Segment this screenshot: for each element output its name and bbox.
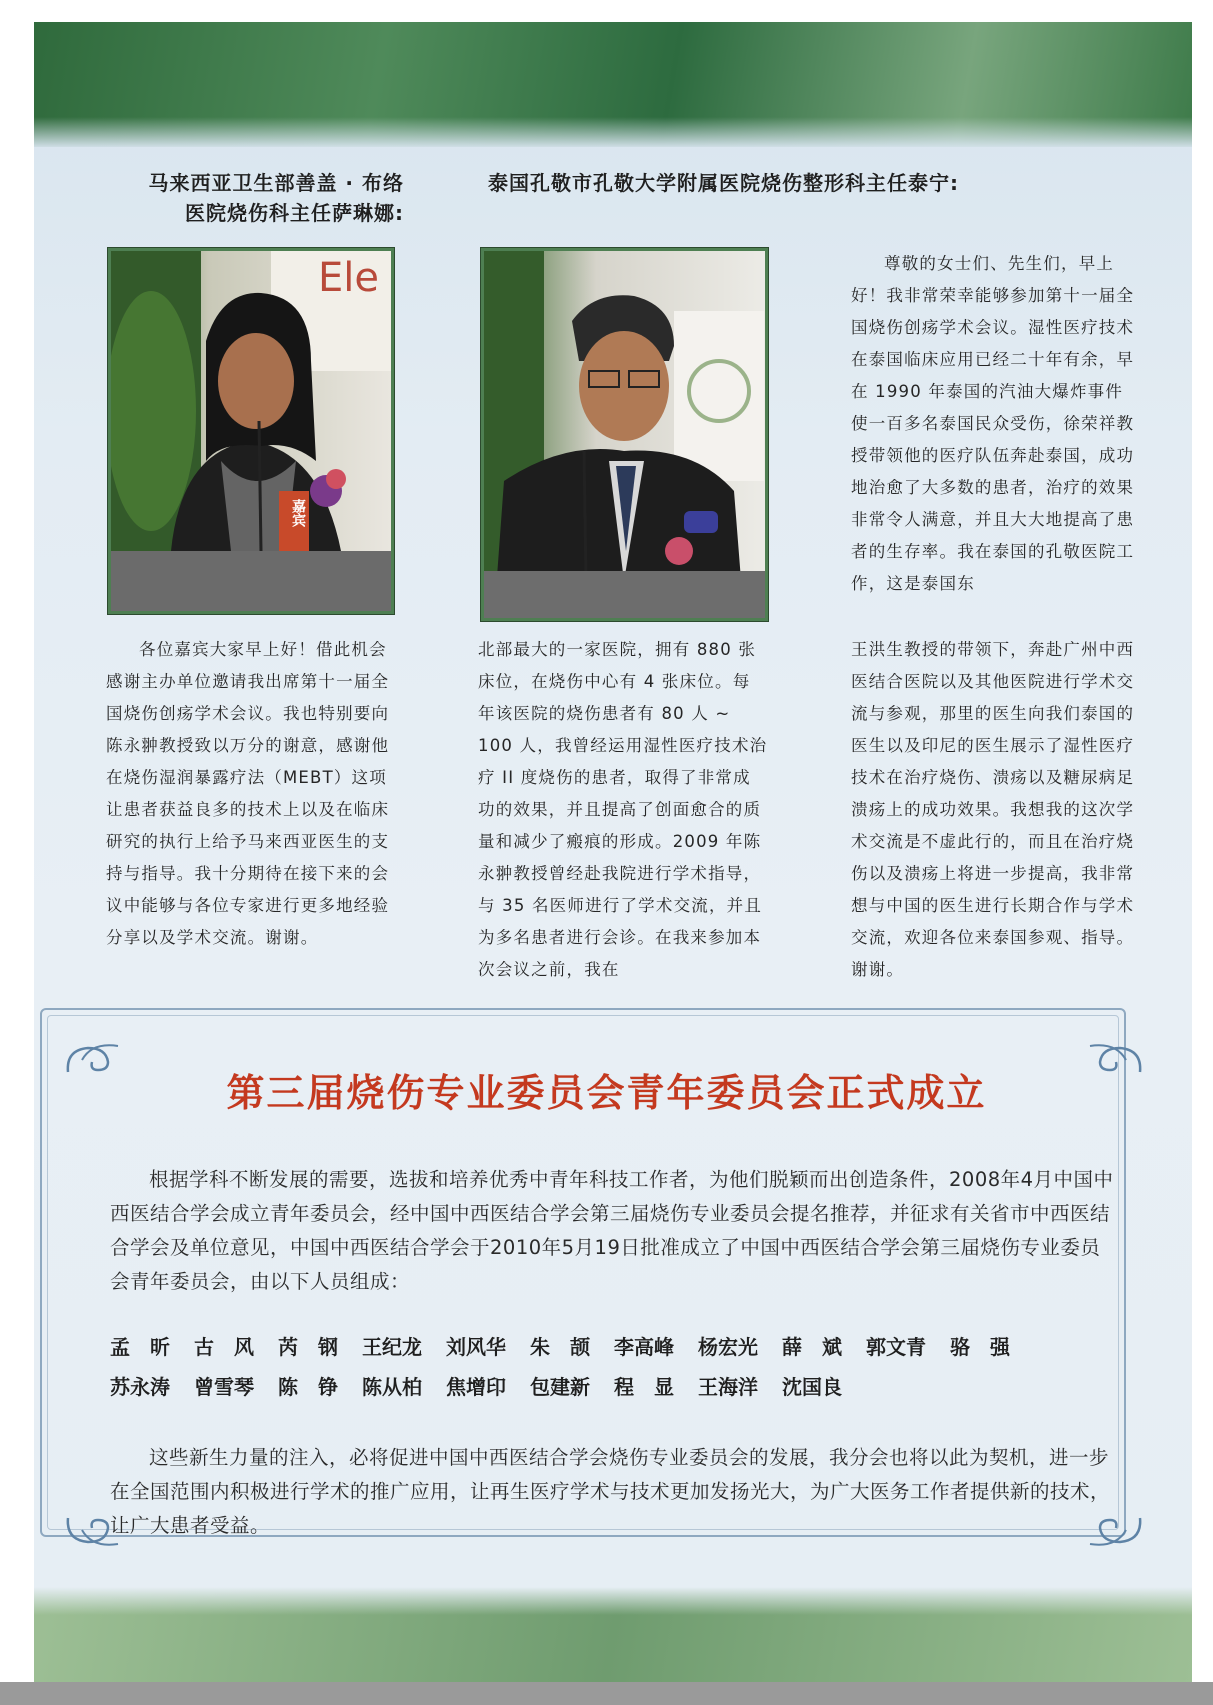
section-closing xyxy=(110,1441,1120,1543)
member-name: 郭文青 xyxy=(866,1335,926,1359)
bottom-green-band xyxy=(34,1587,1192,1682)
scan-edge-strip xyxy=(0,1682,1213,1705)
top-green-band xyxy=(34,22,1192,147)
section-closing-text: 这些新生力量的注入，必将促进中国中西医结合学会烧伤专业委员会的发展，我分会也将以此为契机，进一步在全国范围内积极进行学术的推广应用，让再生医疗学术与技术更加发扬光大，为广大医务工作者提供新的技术，让广大患者受益。 xyxy=(110,1446,1111,1537)
member-name: 古 风 xyxy=(194,1335,254,1359)
middle-speaker-photo xyxy=(481,248,768,621)
member-name: 苏永涛 xyxy=(110,1375,170,1399)
member-name: 李高峰 xyxy=(614,1335,674,1359)
malaysia-speech: 各位嘉宾大家早上好！借此机会感谢主办单位邀请我出席第十一届全国烧伤创疡学术会议。我也特别要向陈永翀教授致以万分的谢意，感谢他在烧伤湿润暴露疗法（MEBT）这项让患者获益良多的技术上以及在临床研究的执行上给予马来西亚医生的支持与指导。我十分期待在接下来的会议中能够与各位专家进行更多地经验分享以及学术交流。谢谢。 xyxy=(106,640,390,947)
member-name: 曾雪琴 xyxy=(194,1375,254,1399)
member-name: 焦增印 xyxy=(446,1375,506,1399)
member-name: 陈从柏 xyxy=(362,1375,422,1399)
left-speaker-photo xyxy=(108,248,394,614)
man-speaker-illustration xyxy=(484,251,765,618)
left-heading-line1: 马来西亚卫生部善盖 · 布络 xyxy=(148,171,404,195)
section-intro-text: 根据学科不断发展的需要，选拔和培养优秀中青年科技工作者，为他们脱颖而出创造条件，2008年4月中国中西医结合学会成立青年委员会，经中国中西医结合学会第三届烧伤专业委员会提名推荐，并征求有关省市中西医结合学会及单位意见，中国中西医结合学会于2010年5月19日批准成立了中国中西医结合学会第三届烧伤专业委员会青年委员会，由以下人员组成： xyxy=(110,1168,1114,1293)
names-row-1 xyxy=(110,1327,1120,1367)
left-bottom-column xyxy=(106,634,396,954)
member-name: 陈 铮 xyxy=(278,1375,338,1399)
thai-speech-part3: 王洪生教授的带领下，奔赴广州中西医结合医院以及其他医院进行学术交流与参观，那里的医生向我们泰国的医生以及印尼的医生展示了湿性医疗技术在治疗烧伤、溃疡以及糖尿病足溃疡上的成功效果。我想我的这次学术交流是不虚此行的，而且在治疗烧伤以及溃疡上将进一步提高，我非常想与中国的医生进行长期合作与学术交流，欢迎各位来泰国参观、指导。谢谢。 xyxy=(851,640,1135,979)
section-intro xyxy=(110,1163,1120,1299)
svg-text:Ele: Ele xyxy=(318,255,379,301)
names-row-2 xyxy=(110,1367,1120,1407)
member-name: 王海洋 xyxy=(698,1375,758,1399)
member-name: 王纪龙 xyxy=(362,1335,422,1359)
middle-speaker-heading: 泰国孔敬市孔敬大学附属医院烧伤整形科主任泰宁: xyxy=(488,171,959,195)
middle-bottom-column xyxy=(478,634,768,986)
member-name: 程 显 xyxy=(614,1375,674,1399)
left-speaker-heading xyxy=(94,168,404,228)
guest-badge: 嘉宾 xyxy=(290,499,306,527)
member-name: 薛 斌 xyxy=(782,1335,842,1359)
member-name: 包建新 xyxy=(530,1375,590,1399)
member-name: 杨宏光 xyxy=(698,1335,758,1359)
member-name: 芮 钢 xyxy=(278,1335,338,1359)
left-heading-line2: 医院烧伤科主任萨琳娜: xyxy=(185,201,404,225)
member-name: 骆 强 xyxy=(950,1335,1010,1359)
member-name: 刘风华 xyxy=(446,1335,506,1359)
right-top-column xyxy=(851,248,1140,600)
thai-speech-part2: 北部最大的一家医院，拥有 880 张床位，在烧伤中心有 4 张床位。每年该医院的烧伤患者有 80 人 ~ 100 人，我曾经运用湿性医疗技术治疗 II 度烧伤的患者，取得了非常成功的效果，并且提高了创面愈合的质量和减少了瘢痕的形成。2009 年陈永翀教授曾经赴我院进行学术指导，与 35 名医师进行了学术交流，并且为多名患者进行会诊。在我来参加本次会议之前，我在 xyxy=(478,640,768,979)
member-name: 沈国良 xyxy=(782,1375,842,1399)
thai-speech-part1: 尊敬的女士们、先生们，早上好！我非常荣幸能够参加第十一届全国烧伤创疡学术会议。湿性医疗技术在泰国临床应用已经二十年有余，早在 1990 年泰国的汽油大爆炸事件使一百多名泰国民众受伤，徐荣祥教授带领他的医疗队伍奔赴泰国，成功地治愈了大多数的患者，治疗的效果非常令人满意，并且大大地提高了患者的生存率。我在泰国的孔敬医院工作，这是泰国东 xyxy=(851,254,1135,593)
section-title: 第三届烧伤专业委员会青年委员会正式成立 xyxy=(226,1070,987,1115)
woman-speaker-illustration xyxy=(111,251,391,611)
member-name: 孟 昕 xyxy=(110,1335,170,1359)
member-name: 朱 颉 xyxy=(530,1335,590,1359)
right-bottom-column xyxy=(851,634,1140,986)
member-names xyxy=(110,1327,1120,1407)
